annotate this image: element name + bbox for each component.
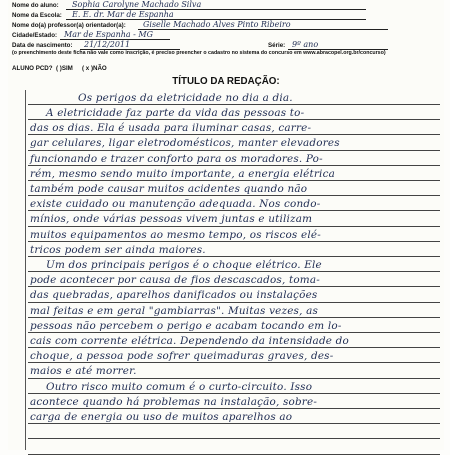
- essay-line: mal feitas e em geral "gambiarras". Muitas vezes, as: [30, 304, 319, 317]
- essay-title: Os perigos da eletricidade no dia a dia.: [78, 92, 293, 104]
- essay-line: rém, mesmo sendo muito importante, a energia elétrica: [30, 167, 335, 180]
- ruled-line: [28, 180, 440, 181]
- margin-line: [25, 90, 26, 450]
- ruled-line: [28, 362, 440, 363]
- ruled-line: [28, 134, 440, 135]
- essay-line: tricos podem ser ainda maiores.: [30, 243, 206, 256]
- label-teacher-name: Nome do(a) professor(a) orientador(a):: [12, 22, 126, 29]
- ruled-line: [28, 317, 440, 318]
- registration-note: (o preenchimento deste ficha não vale como inscrição, é preciso preencher o cadastro no sistema do concurso em www.abracopel.org.br/concurso): [12, 50, 386, 56]
- essay-line: também pode causar muitos acidentes quando não: [30, 183, 308, 195]
- ruled-line: [28, 165, 440, 166]
- underline: [138, 29, 388, 30]
- value-birth-date: 21/12/2011: [84, 40, 131, 49]
- ruled-line: [28, 210, 440, 211]
- ruled-line: [28, 119, 440, 120]
- essay-line: muitos equipamentos ao mesmo tempo, os riscos elé-: [30, 228, 321, 241]
- label-city-state: Cidade/Estado:: [12, 32, 58, 39]
- ruled-line: [28, 241, 440, 242]
- ruled-line: [28, 271, 440, 272]
- pcd-option-yes: ( )SIM: [56, 65, 73, 72]
- value-city-state: Mar de Espanha - MG: [64, 30, 154, 39]
- value-grade: 9º ano: [292, 40, 319, 49]
- pcd-option-no: ( x )NÃO: [82, 65, 107, 72]
- ruled-line: [28, 332, 440, 333]
- ruled-line: [28, 347, 440, 348]
- essay-line: choque, a pessoa pode sofrer queimaduras graves, des-: [30, 350, 334, 363]
- value-student-name: Sophia Carolyne Machado Silva: [72, 0, 202, 9]
- ruled-line: [28, 438, 440, 439]
- label-birth-date: Data de nascimento:: [12, 42, 73, 49]
- ruled-line: [28, 286, 440, 287]
- ruled-line: [28, 150, 440, 151]
- ruled-line: [28, 302, 440, 303]
- essay-line: das quebradas, aparelhos danificados ou instalações: [30, 289, 318, 302]
- ruled-line: [28, 256, 440, 257]
- essay-line: carga de energia ou uso de muitos aparelhos ao: [30, 411, 293, 423]
- essay-line: existe cuidado ou manutenção adequada. Nos condo-: [30, 198, 321, 211]
- ruled-line: [28, 195, 440, 196]
- essay-line: acontece quando há problemas na instalação, sobre-: [30, 395, 318, 408]
- label-school-name: Nome da Escola:: [12, 12, 62, 19]
- essay-line: mínios, onde várias pessoas vivem juntas e utilizam: [30, 213, 313, 226]
- ruled-line: [28, 393, 440, 394]
- essay-line: A eletricidade faz parte da vida das pessoas to-: [46, 107, 305, 119]
- essay-line: maios e até morrer.: [30, 365, 137, 378]
- ruled-line: [28, 226, 440, 227]
- essay-line: das os dias. Ela é usada para iluminar casas, carre-: [30, 122, 312, 135]
- label-grade: Série:: [268, 42, 286, 49]
- ruled-line: [28, 104, 440, 105]
- essay-line: cais com corrente elétrica. Dependendo da intensidade do: [30, 335, 349, 347]
- essay-line: gar celulares, ligar eletrodomésticos, manter elevadores: [30, 137, 340, 150]
- ruled-line: [28, 454, 440, 455]
- essay-sheet: [8, 0, 444, 450]
- ruled-line: [28, 408, 440, 409]
- essay-line: funcionando e trazer conforto para os moradores. Po-: [30, 152, 323, 165]
- essay-line: pode acontecer por causa de fios descascados, toma-: [30, 274, 320, 287]
- essay-line: Um dos principais perigos é o choque elétrico. Ele: [46, 259, 322, 271]
- essay-line: pessoas não percebem o perigo e acabam tocando em lo-: [30, 319, 342, 332]
- ruled-line: [28, 378, 440, 379]
- value-teacher-name: Giselle Machado Alves Pinto Ribeiro: [143, 20, 291, 29]
- essay-title-label: TÍTULO DA REDAÇÃO:: [172, 76, 280, 87]
- value-school-name: E. E. dr. Mar de Espanha: [72, 10, 174, 19]
- label-student-name: Nome do aluno:: [12, 2, 59, 9]
- essay-line: Outro risco muito comum é o curto-circuito. Isso: [46, 380, 313, 393]
- ruled-line: [28, 423, 440, 424]
- label-pcd: ALUNO PCD?: [12, 65, 53, 72]
